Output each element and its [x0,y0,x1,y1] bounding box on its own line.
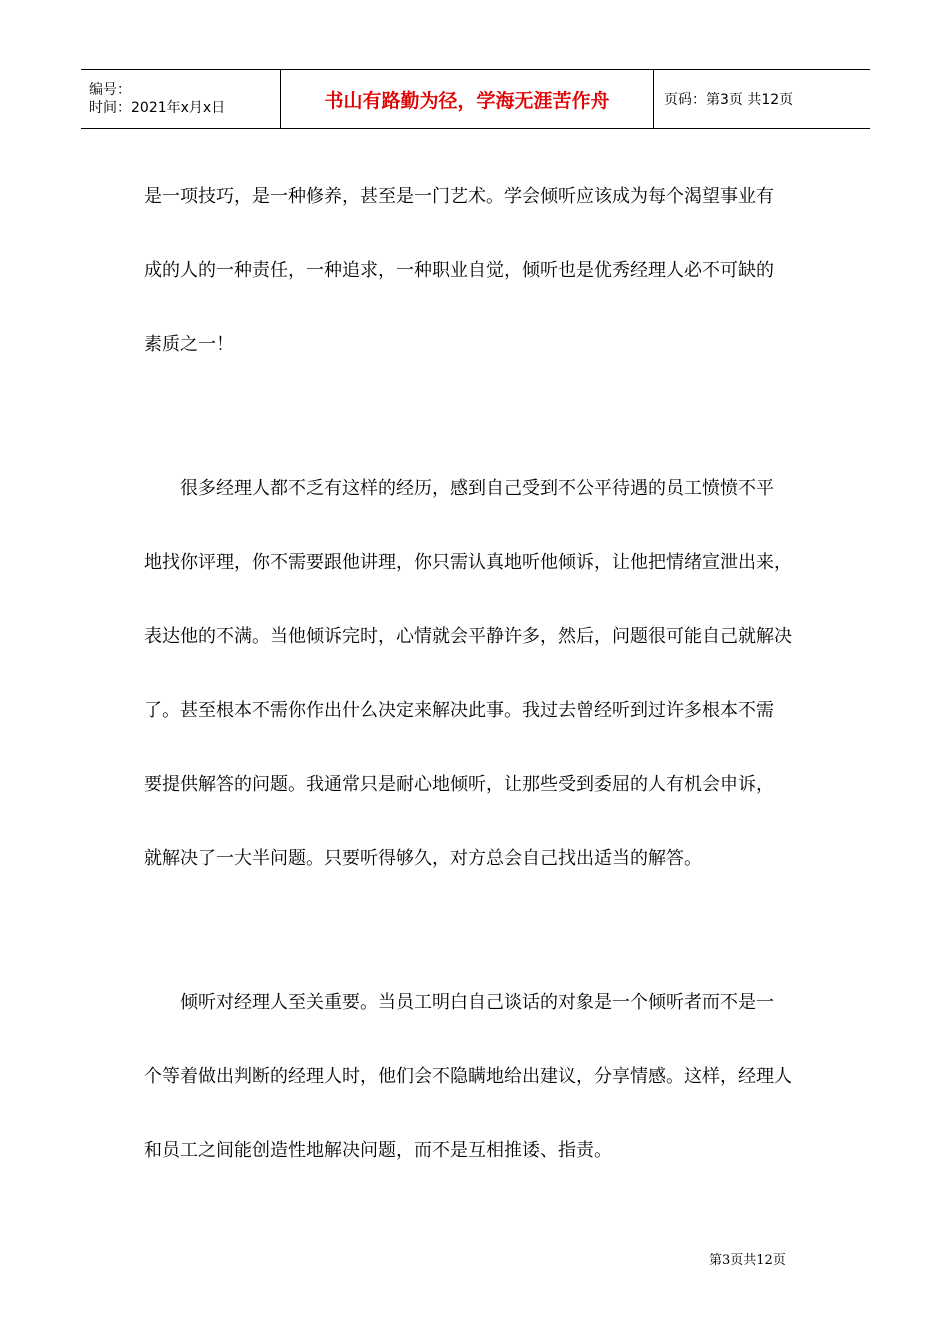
document-number-label: 编号： [89,82,131,98]
paragraph-line: 是一项技巧，是一种修养，甚至是一门艺术。学会倾听应该成为每个渴望事业有 [144,186,774,207]
document-date: 时间：2021年x月x日 [89,100,226,116]
paragraph-line: 成的人的一种责任，一种追求，一种职业自觉，倾听也是优秀经理人必不可缺的 [144,260,774,281]
page-code-text: 页码：第3页 共12页 [664,92,794,108]
footer-page-number: 第3页共12页 [709,1253,786,1268]
paragraph-line: 素质之一！ [144,334,234,355]
paragraph-line: 就解决了一大半问题。只要听得够久，对方总会自己找出适当的解答。 [144,848,702,869]
paragraph-3 [144,966,810,1188]
header-page-code [654,70,870,128]
paragraph-line: 个等着做出判断的经理人时，他们会不隐瞒地给出建议，分享情感。这样，经理人 [144,1066,792,1087]
page-header [81,69,870,129]
page-footer [709,1249,786,1268]
paragraph-2 [144,452,810,896]
paragraph-line: 倾听对经理人至关重要。当员工明白自己谈话的对象是一个倾听者而不是一 [180,992,774,1013]
paragraph-line: 了。甚至根本不需你作出什么决定来解决此事。我过去曾经听到过许多根本不需 [144,700,774,721]
paragraph-1 [144,160,810,382]
paragraph-line: 地找你评理，你不需要跟他讲理，你只需认真地听他倾诉，让他把情绪宣泄出来， [144,552,792,573]
motto-text: 书山有路勤为径，学海无涯苦作舟 [324,89,610,112]
document-body [144,160,810,1188]
header-motto [281,70,654,128]
paragraph-line: 很多经理人都不乏有这样的经历，感到自己受到不公平待遇的员工愤愤不平 [180,478,774,499]
paragraph-line: 和员工之间能创造性地解决问题，而不是互相推诿、指责。 [144,1140,612,1161]
paragraph-line: 要提供解答的问题。我通常只是耐心地倾听，让那些受到委屈的人有机会申诉， [144,774,774,795]
header-meta [81,70,281,128]
paragraph-line: 表达他的不满。当他倾诉完时，心情就会平静许多，然后，问题很可能自己就解决 [144,626,792,647]
